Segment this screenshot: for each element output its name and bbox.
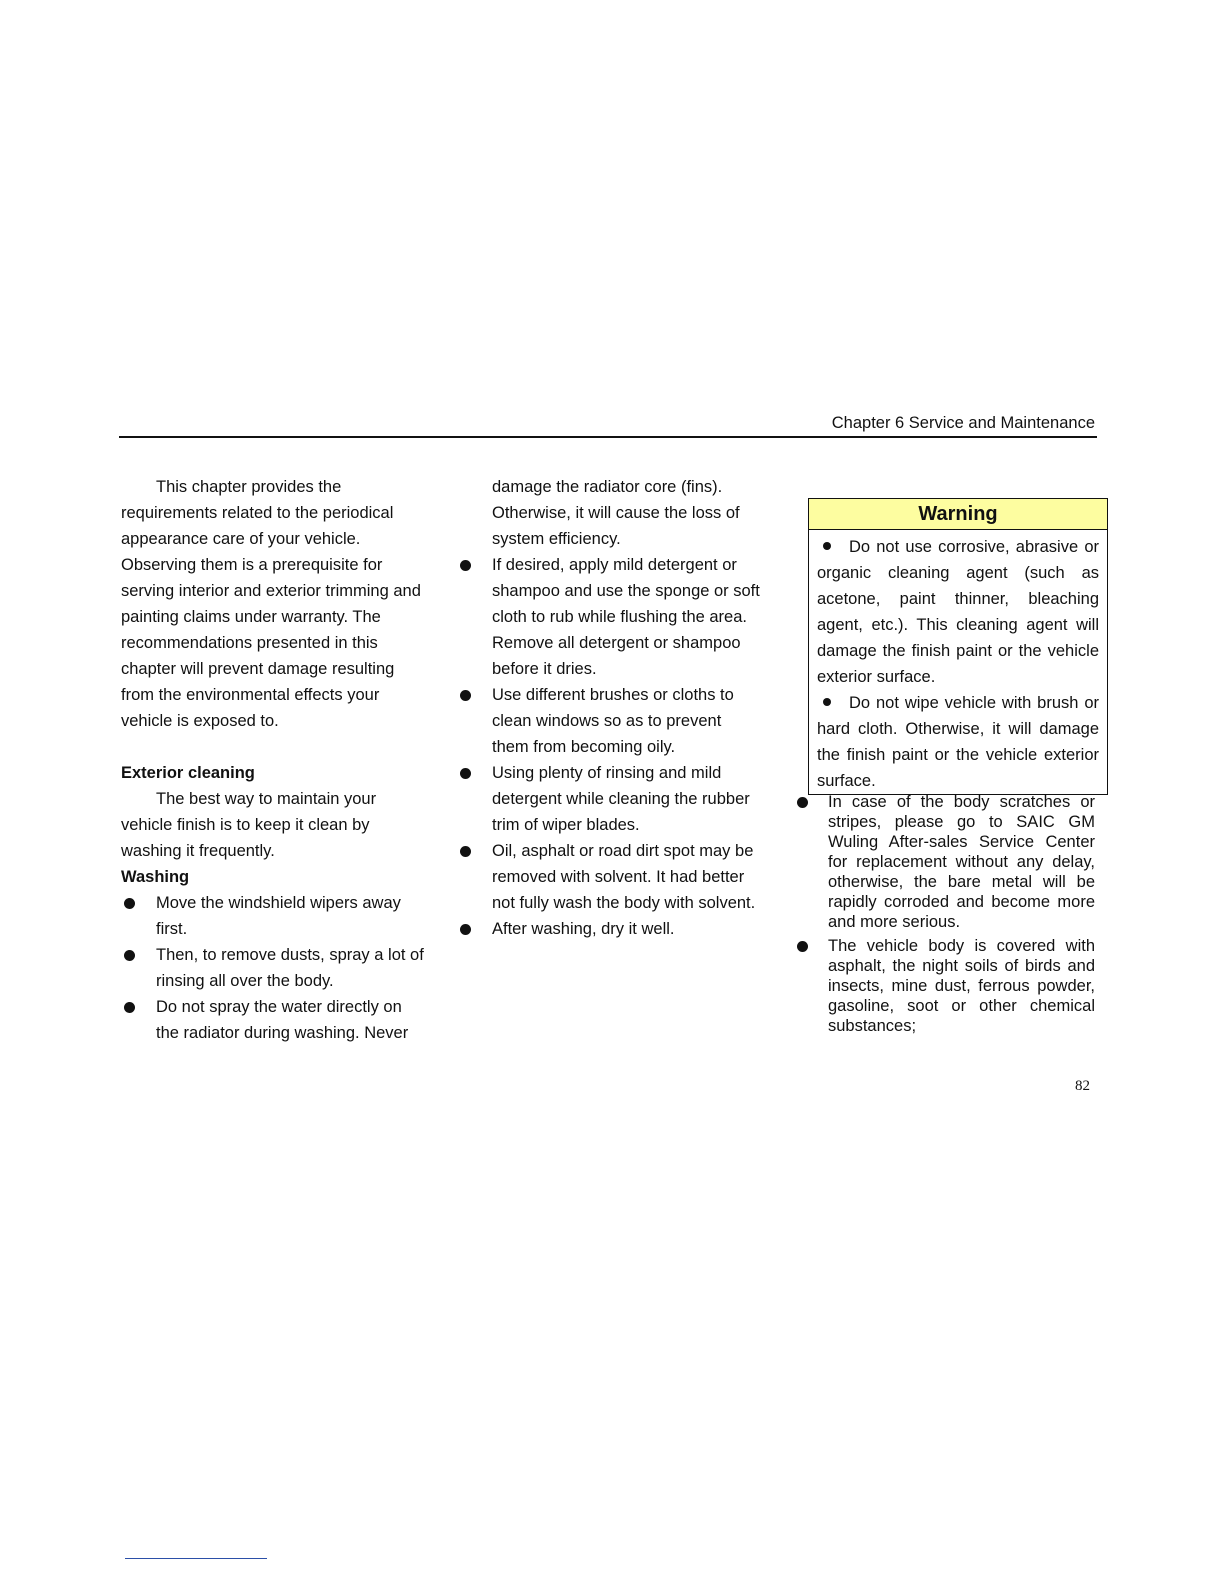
list-item-text: Use different brushes or cloths to clean windows so as to prevent them from becoming oily. — [492, 686, 734, 756]
spacer — [121, 734, 426, 760]
column-right — [795, 792, 1095, 1040]
list-item-text: Move the windshield wipers away first. — [156, 894, 401, 938]
washing-heading: Washing — [121, 868, 190, 886]
list-item — [795, 936, 1095, 1036]
list-item — [457, 682, 762, 760]
warning-item — [817, 690, 1099, 794]
column-middle — [457, 474, 762, 942]
footnote-rule — [125, 1558, 267, 1559]
bullet-icon — [124, 950, 135, 961]
bullet-icon — [823, 698, 831, 706]
list-item-text: Then, to remove dusts, spray a lot of rinsing all over the body. — [156, 946, 424, 990]
warning-body — [809, 530, 1107, 794]
page-number: 82 — [1075, 1078, 1090, 1094]
list-item-text: After washing, dry it well. — [492, 920, 675, 938]
list-item — [457, 916, 762, 942]
continuation-paragraph: damage the radiator core (fins). Otherwise, it will cause the loss of system efficiency. — [492, 478, 740, 548]
bullet-icon — [823, 542, 831, 550]
chapter-header: Chapter 6 Service and Maintenance — [831, 414, 1095, 432]
header-rule — [119, 436, 1097, 438]
list-item — [121, 890, 426, 942]
exterior-cleaning-paragraph: The best way to maintain your vehicle finish is to keep it clean by washing it frequently. — [121, 790, 377, 860]
list-item — [457, 552, 762, 682]
list-item-text: Do not spray the water directly on the radiator during washing. Never — [156, 998, 409, 1042]
bullet-icon — [460, 768, 471, 779]
list-item-text: In case of the body scratches or stripes, please go to SAIC GM Wuling After-sales Service Center for replacement without any delay, otherwise, the bare metal will be rapidly corroded and become more and more serious. — [828, 793, 1095, 931]
bullet-icon — [460, 560, 471, 571]
column-left — [121, 474, 426, 1046]
list-item — [121, 994, 426, 1046]
warning-box — [808, 498, 1108, 795]
bullet-icon — [124, 898, 135, 909]
list-item — [795, 792, 1095, 932]
list-item — [457, 838, 762, 916]
bullet-icon — [797, 941, 808, 952]
list-item-text: Oil, asphalt or road dirt spot may be removed with solvent. It had better not fully wash the body with solvent. — [492, 842, 756, 912]
list-item — [121, 942, 426, 994]
list-item-text: If desired, apply mild detergent or shampoo and use the sponge or soft cloth to rub while flushing the area. Remove all detergent or shampoo before it dries. — [492, 556, 760, 678]
bullet-icon — [460, 846, 471, 857]
warning-item-text: Do not wipe vehicle with brush or hard cloth. Otherwise, it will damage the finish paint or the vehicle exterior surface. — [817, 694, 1099, 790]
intro-paragraph: This chapter provides the requirements related to the periodical appearance care of your vehicle. Observing them is a prerequisite for serving interior and exterior trimming and painting claims under warranty. The recommendations presented in this chapter will prevent damage resulting from the environmental effects your vehicle is exposed to. — [121, 478, 421, 730]
bullet-icon — [460, 690, 471, 701]
exterior-cleaning-heading: Exterior cleaning — [121, 764, 255, 782]
bullet-icon — [460, 924, 471, 935]
warning-item-text: Do not use corrosive, abrasive or organic cleaning agent (such as acetone, paint thinner, bleaching agent, etc.). This cleaning agent will damage the finish paint or the vehicle exterior surface. — [817, 538, 1099, 686]
list-item-text: Using plenty of rinsing and mild detergent while cleaning the rubber trim of wiper blades. — [492, 764, 750, 834]
warning-title: Warning — [809, 499, 1107, 530]
bullet-icon — [124, 1002, 135, 1013]
list-item — [457, 760, 762, 838]
warning-item — [817, 534, 1099, 690]
bullet-icon — [797, 797, 808, 808]
list-item-text: The vehicle body is covered with asphalt, the night soils of birds and insects, mine dust, ferrous powder, gasoline, soot or other chemical substances; — [828, 937, 1095, 1035]
